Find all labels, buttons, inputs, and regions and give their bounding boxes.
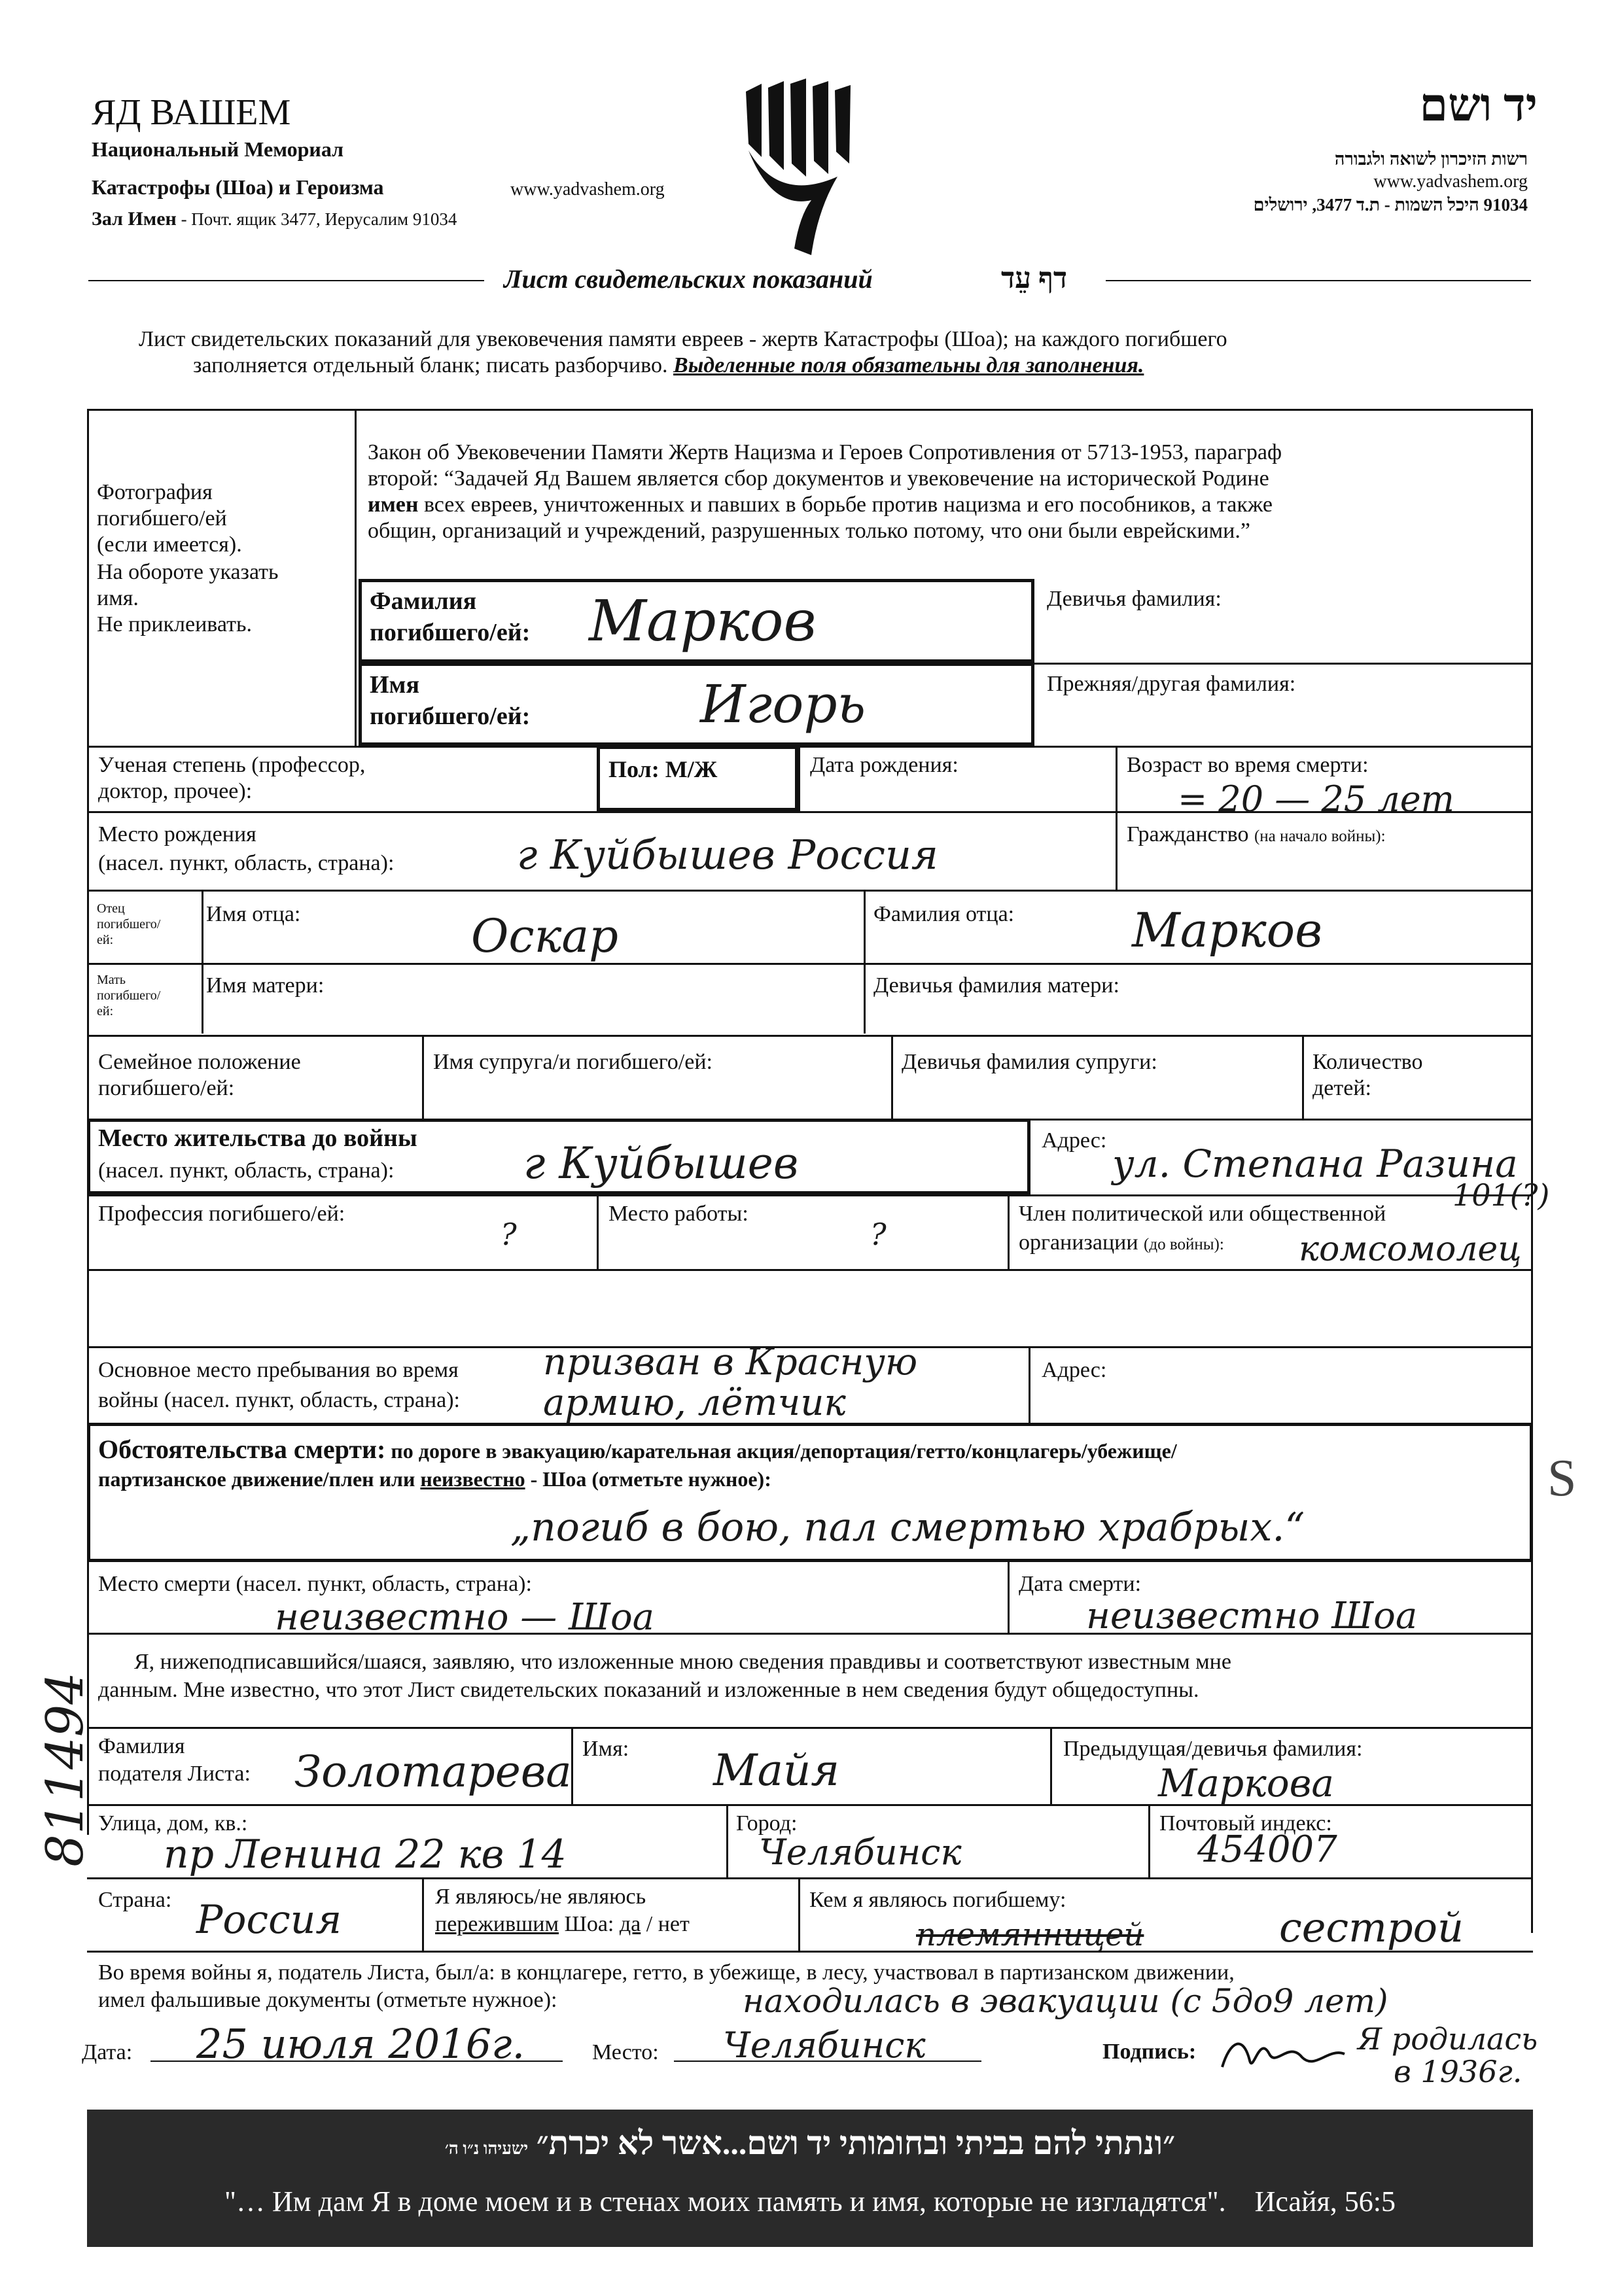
mother-side-2: погибшего/ xyxy=(97,988,161,1003)
intro-line-2-text: заполняется отдельный бланк; писать разборчиво. xyxy=(193,353,674,377)
degree-label-2: доктор, прочее): xyxy=(98,779,253,803)
hall-of-names-label: Зал Имен xyxy=(92,208,177,230)
date-label: Дата: xyxy=(82,2040,133,2064)
intro-line-1: Лист свидетельских показаний для увековечения памяти евреев - жертв Катастрофы (Шоа); на каждого погибшего xyxy=(139,327,1227,351)
intro-emphasis: Выделенные поля обязательны для заполнения. xyxy=(673,353,1144,377)
birthplace-label-2: (насел. пункт, область, страна): xyxy=(98,851,395,875)
surname-value[interactable]: Марков xyxy=(589,589,817,654)
birthdate-label: Дата рождения: xyxy=(810,753,959,777)
law-line-4: общин, организаций и учреждений, разрушенных только потому, что они были еврейскими.” xyxy=(368,519,1250,543)
birthplace-label-1: Место рождения xyxy=(98,822,256,846)
place-value[interactable]: Челябинск xyxy=(723,2025,926,2066)
law-line-1: Закон об Увековечении Памяти Жертв Нацизма и Героев Сопротивления от 5713-1953, параграф xyxy=(368,440,1282,464)
zip-value[interactable]: 454007 xyxy=(1197,1828,1337,1871)
rule-submitter-top xyxy=(87,1727,1533,1729)
children-label-1: Количество xyxy=(1312,1050,1423,1074)
law-names-bold: имен xyxy=(368,493,419,517)
father-side-3: ей: xyxy=(97,933,114,947)
place-label: Место: xyxy=(592,2040,659,2064)
workplace-value[interactable]: ? xyxy=(870,1217,887,1252)
law-line-2: второй: “Задачей Яд Вашем является сбор документов и увековечение на исторической Родине xyxy=(368,466,1269,491)
circumstances-unknown[interactable]: неизвестно xyxy=(420,1467,525,1491)
survivor-yes[interactable]: да xyxy=(619,1912,641,1936)
rule-degree-top xyxy=(87,746,1533,748)
website-left: www.yadvashem.org xyxy=(510,179,665,200)
marital-label-2: погибшего/ей: xyxy=(98,1076,235,1100)
website-right: www.yadvashem.org xyxy=(1373,171,1528,192)
death-date-value[interactable]: неизвестно Шоа xyxy=(1086,1595,1418,1637)
rule-country-top xyxy=(87,1877,1533,1879)
submitter-surname-label-1: Фамилия xyxy=(98,1734,185,1758)
margin-reference-number: 811494 xyxy=(36,1672,95,1867)
circumstances-options-1: по дороге в эвакуацию/карательная акция/депортация/гетто/концлагерь/убежище/ xyxy=(385,1439,1177,1463)
submitter-wartime-line-2: имел фальшивые документы (отметьте нужное): xyxy=(98,1988,557,2012)
yad-vashem-title-he: יד ושם xyxy=(1419,80,1538,131)
rule-marital-v3 xyxy=(1302,1035,1304,1119)
zip-label: Почтовый индекс: xyxy=(1159,1811,1332,1835)
relation-value[interactable]: сестрой xyxy=(1279,1904,1464,1951)
sex-label[interactable]: Пол: М/Ж xyxy=(608,756,718,782)
children-label-2: детей: xyxy=(1312,1076,1371,1100)
submitter-wartime-line-1: Во время войны я, податель Листа, был/а: в концлагере, гетто, в убежище, в лесу, участвовал в партизанском движении, xyxy=(98,1960,1235,1985)
mother-maiden-label: Девичья фамилия матери: xyxy=(873,973,1119,998)
address-label: Адрес: xyxy=(1042,1128,1107,1153)
rule-degree-v2 xyxy=(1116,746,1118,890)
rule-marital-v1 xyxy=(422,1035,424,1119)
member-note: (до войны): xyxy=(1144,1236,1224,1253)
photo-line-1: Фотография xyxy=(97,480,213,504)
footer-russian-quote xyxy=(100,2185,1520,2218)
survivor-label-2b: Шоа: xyxy=(559,1912,620,1936)
photo-divider xyxy=(355,409,357,746)
wartime-label-1: Основное место пребывания во время xyxy=(98,1358,459,1382)
rule-death-v xyxy=(1008,1562,1010,1633)
city-value[interactable]: Челябинск xyxy=(759,1832,962,1873)
death-date-label: Дата смерти: xyxy=(1019,1572,1142,1596)
law-line-3-rest: всех евреев, уничтоженных и павших в борьбе против нацизма и его пособников, а также xyxy=(418,493,1273,517)
survivor-label-1: Я являюсь/не являюсь xyxy=(435,1885,646,1909)
rule-parent-side xyxy=(202,890,203,1034)
intro-line-2 xyxy=(193,353,1144,378)
spouse-maiden-label: Девичья фамилия супруги: xyxy=(902,1050,1157,1074)
yad-vashem-logo xyxy=(739,78,857,262)
hall-of-names-address xyxy=(92,208,457,230)
hall-of-names-address-text: - Почт. ящик 3477, Иерусалим 91034 xyxy=(176,209,457,229)
surname-label-1: Фамилия xyxy=(370,587,477,615)
survivor-label-2 xyxy=(435,1911,690,1938)
rule-parent-mid xyxy=(864,890,866,1034)
rule-father-top xyxy=(87,890,1533,892)
photo-line-3: (если имеется). xyxy=(97,532,242,557)
rule-degree-v1 xyxy=(798,746,800,811)
country-label: Страна: xyxy=(98,1888,172,1912)
form-title-hebrew: דף עֵד xyxy=(1001,262,1068,294)
submitter-surname-value[interactable]: Золотарева xyxy=(294,1747,572,1797)
wartime-address-label: Адрес: xyxy=(1042,1358,1107,1382)
form-title: Лист свидетельских показаний xyxy=(504,264,873,294)
member-label-2 xyxy=(1019,1230,1224,1256)
other-surname-label: Прежняя/другая фамилия: xyxy=(1047,672,1296,696)
circumstances-line-1 xyxy=(98,1434,1177,1465)
law-line-3 xyxy=(368,492,1273,518)
country-value[interactable]: Россия xyxy=(196,1897,342,1943)
footer-band xyxy=(87,2110,1533,2247)
father-surname-value[interactable]: Марков xyxy=(1132,903,1322,958)
rule-blank-row-top xyxy=(87,1269,1533,1271)
declaration-line-2: данным. Мне известно, что этот Лист свидетельских показаний и изложенные в нем сведения будут общедоступны. xyxy=(98,1678,1199,1702)
rule-country-v1 xyxy=(422,1877,424,1951)
residence-label-1: Место жительства до войны xyxy=(98,1124,417,1152)
survivor-separator: / нет xyxy=(641,1912,690,1936)
workplace-label: Место работы: xyxy=(608,1202,748,1226)
frame-top xyxy=(87,409,1533,411)
death-place-value[interactable]: неизвестно — Шоа xyxy=(275,1596,655,1639)
rule-wartime-v xyxy=(1029,1346,1030,1425)
rule-profession-v2 xyxy=(1008,1194,1010,1269)
wartime-value-1[interactable]: призван в Красную xyxy=(543,1341,918,1383)
footer-hebrew-quote-text: ״ונתתי להם בביתי ובחומותי יד ושם...אשר לא יכרת״ xyxy=(536,2125,1176,2161)
rule-sub-v2 xyxy=(1050,1727,1052,1804)
mother-side-3: ей: xyxy=(97,1004,114,1018)
footer-hebrew-ref: ישעיהו נ״ו ה׳ xyxy=(444,2139,529,2158)
submitter-surname-label-2: подателя Листа: xyxy=(98,1762,251,1786)
footer-russian-quote-text: "… Им дам Я в доме моем и в стенах моих память и имя, которые не изгладятся". xyxy=(224,2185,1226,2218)
wartime-value-2[interactable]: армию, лётчик xyxy=(543,1382,846,1424)
firstname-label-2: погибшего/ей: xyxy=(370,703,531,730)
degree-label-1: Ученая степень (профессор, xyxy=(98,753,366,777)
submitter-name-label: Имя: xyxy=(582,1737,629,1761)
photo-line-5: имя. xyxy=(97,586,139,610)
age-value[interactable]: = 20 — 25 лет xyxy=(1178,778,1454,820)
father-name-value[interactable]: Оскар xyxy=(471,909,618,963)
photo-line-6: Не приклеивать. xyxy=(97,612,252,636)
title-rule-left xyxy=(88,280,484,281)
death-place-label: Место смерти (насел. пункт, область, страна): xyxy=(98,1572,532,1596)
yad-vashem-title-ru: ЯД ВАШЕМ xyxy=(92,92,291,133)
signature-note-2: в 1936г. xyxy=(1394,2054,1523,2089)
signature-mark[interactable] xyxy=(1217,2021,1348,2080)
relation-label: Кем я являюсь погибшему: xyxy=(809,1888,1066,1912)
address-value-2[interactable]: 101(?) xyxy=(1453,1177,1550,1213)
rule-street-v1 xyxy=(726,1804,728,1877)
hall-address-he: 91034 היכל השמות - ת.ד 3477, ירושלים xyxy=(1253,195,1528,215)
residence-label-2: (насел. пункт, область, страна): xyxy=(98,1158,395,1183)
firstname-value[interactable]: Игорь xyxy=(700,674,866,735)
wartime-label-2: войны (насел. пункт, область, страна): xyxy=(98,1388,460,1412)
age-label: Возраст во время смерти: xyxy=(1127,753,1369,777)
father-side-1: Отец xyxy=(97,901,125,916)
address-value-1[interactable]: ул. Степана Разина xyxy=(1112,1141,1518,1186)
memorial-line-2: Катастрофы (Шоа) и Героизма xyxy=(92,175,384,199)
survivor-label-2a: пережившим xyxy=(435,1912,559,1936)
date-value[interactable]: 25 июля 2016г. xyxy=(196,2020,525,2068)
citizenship-label xyxy=(1127,822,1386,848)
photo-line-4: На обороте указать xyxy=(97,560,279,584)
circumstances-options-2: партизанское движение/плен или xyxy=(98,1467,421,1491)
margin-mark-s: S xyxy=(1547,1450,1577,1507)
rule-marital-v2 xyxy=(891,1035,893,1119)
citizenship-note: (на начало войны): xyxy=(1254,827,1386,845)
profession-label: Профессия погибшего/ей: xyxy=(98,1202,345,1226)
signature-note-1: Я родилась xyxy=(1358,2021,1538,2057)
submitter-prev-label: Предыдущая/девичья фамилия: xyxy=(1063,1737,1363,1761)
rule-profession-top xyxy=(87,1194,1533,1196)
father-side-2: погибшего/ xyxy=(97,917,161,931)
circumstances-value[interactable]: „погиб в бою, пал смертью храбрых.“ xyxy=(510,1505,1305,1550)
street-value[interactable]: пр Ленина 22 кв 14 xyxy=(164,1832,567,1877)
circumstances-label: Обстоятельства смерти: xyxy=(98,1435,386,1464)
circumstances-line-2 xyxy=(98,1467,771,1491)
rule-country-v2 xyxy=(798,1877,800,1951)
rule-street-v2 xyxy=(1148,1804,1150,1877)
birthplace-value[interactable]: г Куйбышев Россия xyxy=(517,831,938,878)
rule-mother-top xyxy=(87,963,1533,965)
member-label-1: Член политической или общественной xyxy=(1019,1202,1386,1226)
circumstances-options-3: - Шоа (отметьте нужное): xyxy=(525,1467,771,1491)
father-name-label: Имя отца: xyxy=(206,902,301,926)
frame-right xyxy=(1531,409,1533,1933)
citizenship-label-text: Гражданство xyxy=(1127,822,1249,846)
firstname-right-rule xyxy=(1034,663,1533,665)
member-label-2-text: организации xyxy=(1019,1230,1138,1255)
submitter-name-value[interactable]: Майя xyxy=(713,1745,840,1796)
authority-line-he: רשות הזיכרון לשואה ולגבורה xyxy=(1334,149,1528,169)
relation-value-struck[interactable]: племянницей xyxy=(916,1917,1144,1953)
surname-label-2: погибшего/ей: xyxy=(370,619,531,646)
firstname-label-1: Имя xyxy=(370,671,419,699)
submitter-prev-value[interactable]: Маркова xyxy=(1158,1761,1334,1805)
rule-marital-top xyxy=(87,1035,1533,1037)
signature-label: Подпись: xyxy=(1102,2040,1197,2064)
memorial-line-1: Национальный Мемориал xyxy=(92,137,344,161)
footer-hebrew-quote xyxy=(87,2124,1533,2162)
mother-name-label: Имя матери: xyxy=(206,973,325,998)
rule-profession-v1 xyxy=(597,1194,599,1269)
city-label: Город: xyxy=(736,1811,798,1835)
photo-line-2: погибшего/ей xyxy=(97,506,227,531)
title-rule-right xyxy=(1106,280,1531,281)
father-surname-label: Фамилия отца: xyxy=(873,902,1015,926)
mother-side-1: Мать xyxy=(97,973,126,987)
profession-value[interactable]: ? xyxy=(501,1217,517,1252)
residence-value[interactable]: г Куйбышев xyxy=(523,1138,799,1189)
street-label: Улица, дом, кв.: xyxy=(98,1811,248,1835)
submitter-wartime-value[interactable]: находилась в эвакуации (с 5до9 лет) xyxy=(743,1982,1388,2020)
maiden-name-label: Девичья фамилия: xyxy=(1047,587,1222,611)
member-value[interactable]: комсомолец xyxy=(1299,1230,1522,1269)
footer-russian-ref: Исайя, 56:5 xyxy=(1254,2185,1396,2218)
spouse-name-label: Имя супруга/и погибшего/ей: xyxy=(433,1050,713,1074)
marital-label-1: Семейное положение xyxy=(98,1050,301,1074)
declaration-line-1: Я, нижеподписавшийся/шаяся, заявляю, что изложенные мною сведения правдивы и соответствуют известным мне xyxy=(134,1650,1231,1674)
